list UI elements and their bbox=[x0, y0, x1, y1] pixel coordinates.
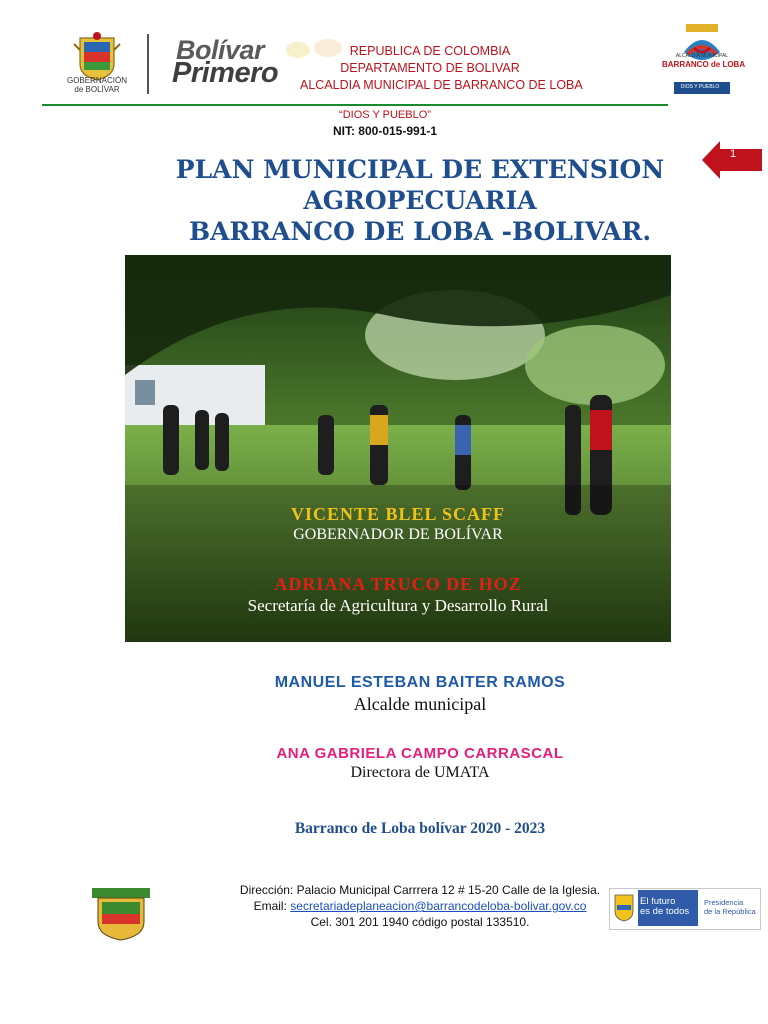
bolivar-primero-logo-line2: Primero bbox=[172, 57, 279, 89]
header-separator bbox=[147, 34, 149, 94]
page-number: 1 bbox=[729, 148, 737, 160]
governor-name: VICENTE BLEL SCAFF bbox=[290, 504, 506, 524]
secretary-role: Secretaría de Agricultura y Desarrollo Rural bbox=[247, 596, 549, 615]
footer-email-link[interactable]: secretariadeplaneacion@barrancodeloba-bolivar.gov.co bbox=[290, 899, 587, 913]
secretary-name: ADRIANA TRUCO DE HOZ bbox=[274, 574, 522, 594]
title-line-1: PLAN MUNICIPAL DE EXTENSION bbox=[175, 155, 665, 184]
municipal-logo-text-1: ALCALDÍA MUNICIPAL bbox=[675, 53, 729, 59]
title-line-2: AGROPECUARIA bbox=[303, 186, 537, 215]
mayor-role: Alcalde municipal bbox=[353, 694, 487, 714]
motto: “DIOS Y PUEBLO” bbox=[339, 109, 431, 121]
municipal-logo-text-2: BARRANCO de LOBA bbox=[662, 60, 746, 69]
gov-badge-presidency: Presidencia de la República bbox=[704, 898, 756, 916]
gov-badge-slogan: El futuro es de todos bbox=[640, 896, 690, 917]
nit-number: NIT: 800-015-991-1 bbox=[332, 124, 438, 138]
header-line-country: REPUBLICA DE COLOMBIA bbox=[349, 44, 511, 58]
footer-phone: Cel. 301 201 1940 código postal 133510. bbox=[310, 915, 530, 929]
bolivar-primero-logo-line1: Bolívar bbox=[176, 35, 265, 65]
colombia-shield-icon bbox=[613, 893, 635, 923]
header-line-municipality: ALCALDIA MUNICIPAL DE BARRANCO DE LOBA bbox=[300, 78, 583, 92]
director-role: Directora de UMATA bbox=[350, 764, 490, 781]
period: Barranco de Loba bolívar 2020 - 2023 bbox=[294, 820, 546, 837]
governor-role: GOBERNADOR DE BOLÍVAR bbox=[293, 526, 503, 543]
footer-contact bbox=[200, 882, 640, 930]
footer-email-line: Email: secretariadeplaneacion@barrancodeloba-bolivar.gov.co bbox=[253, 899, 587, 913]
municipal-logo-text-3: DIOS Y PUEBLO bbox=[680, 84, 720, 90]
document-title bbox=[80, 154, 760, 247]
header-divider bbox=[42, 104, 668, 106]
municipal-seal-icon bbox=[90, 886, 152, 942]
header-line-department: DEPARTAMENTO DE BOLIVAR bbox=[340, 61, 520, 75]
director-name: ANA GABRIELA CAMPO CARRASCAL bbox=[276, 745, 564, 762]
gobernacion-caption: GOBERNACIÓN de BOLÍVAR bbox=[66, 76, 127, 94]
mayor-name: MANUEL ESTEBAN BAITER RAMOS bbox=[274, 674, 566, 691]
header-text bbox=[300, 43, 583, 94]
footer-address: Dirección: Palacio Municipal Carrrera 12 # 15-20 Calle de la Iglesia. bbox=[239, 883, 601, 897]
title-line-3: BARRANCO DE LOBA -BOLIVAR. bbox=[188, 217, 652, 246]
